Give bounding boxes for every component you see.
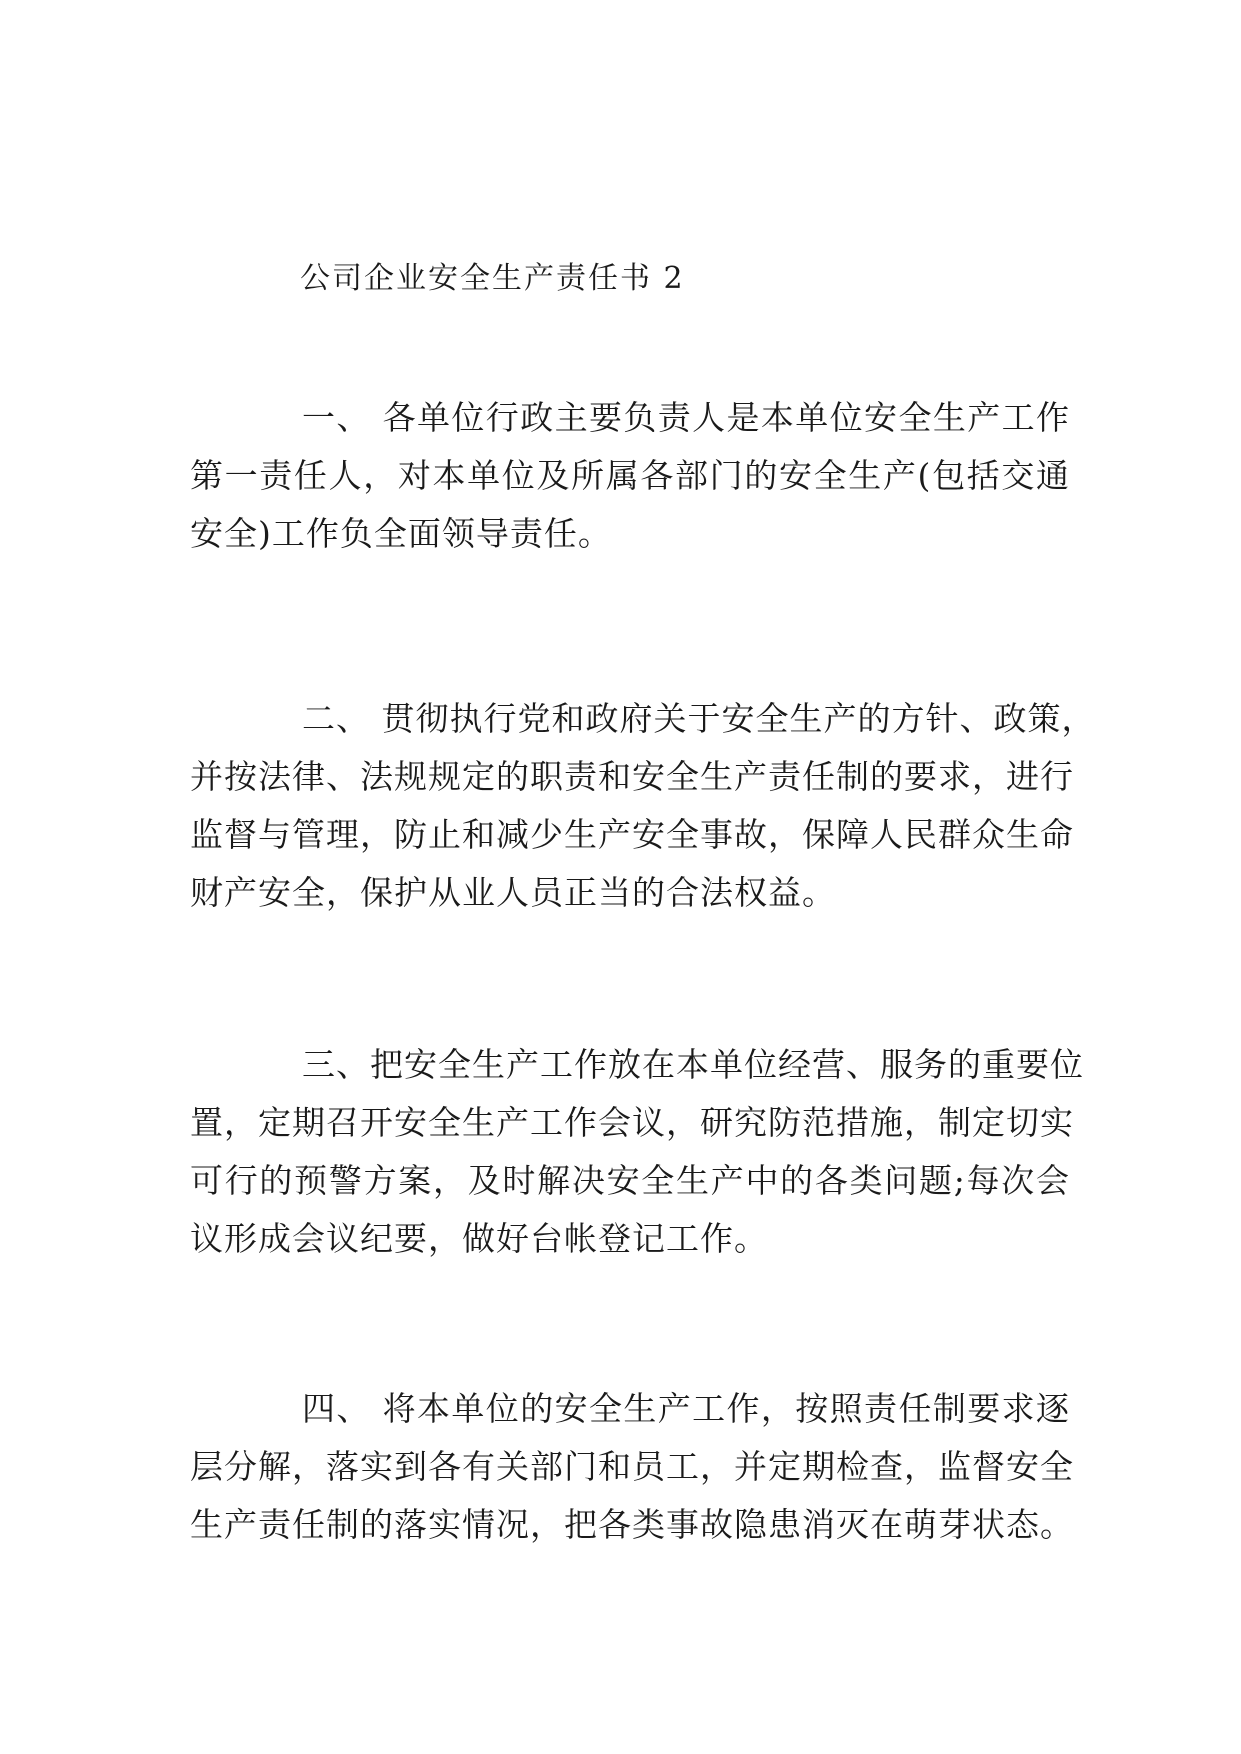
paragraph-line: 监督与管理，防止和减少生产安全事故，保障人民群众生命 [190,815,1074,854]
paragraph-4 [190,1380,1074,1554]
paragraph-line: 二、 贯彻执行党和政府关于安全生产的方针、政策， [302,699,1096,738]
paragraph-line: 议形成会议纪要，做好台帐登记工作。 [190,1219,768,1258]
paragraph-line: 四、 将本单位的安全生产工作，按照责任制要求逐 [302,1389,1070,1428]
paragraph-line: 层分解，落实到各有关部门和员工，并定期检查，监督安全 [190,1447,1074,1486]
paragraph-1 [190,389,1070,563]
paragraph-line: 并按法律、法规规定的职责和安全生产责任制的要求，进行 [190,757,1074,796]
paragraph-line: 一、 各单位行政主要负责人是本单位安全生产工作 [302,398,1070,437]
paragraph-2 [190,690,1096,922]
paragraph-3 [190,1036,1084,1268]
paragraph-line: 财产安全，保护从业人员正当的合法权益。 [190,873,836,912]
paragraph-line: 三、把安全生产工作放在本单位经营、服务的重要位 [302,1045,1084,1084]
paragraph-line: 生产责任制的落实情况，把各类事故隐患消灭在萌芽状态。 [190,1505,1074,1544]
document-title: 公司企业安全生产责任书 2 [300,261,685,296]
paragraph-line: 第一责任人，对本单位及所属各部门的安全生产(包括交通 [190,456,1070,495]
paragraph-line: 置，定期召开安全生产工作会议，研究防范措施，制定切实 [190,1103,1074,1142]
paragraph-line: 安全)工作负全面领导责任。 [190,514,612,553]
paragraph-line: 可行的预警方案，及时解决安全生产中的各类问题;每次会 [190,1161,1070,1200]
